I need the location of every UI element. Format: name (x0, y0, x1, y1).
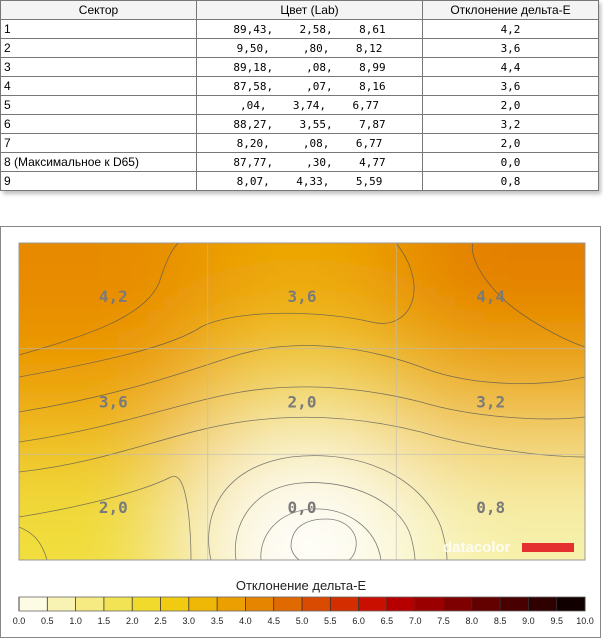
scale-title: Отклонение дельта-E (235, 578, 367, 593)
scale-tick-label: 8.5 (493, 616, 507, 626)
cell-sector: 5 (1, 96, 197, 115)
cell-delta-e: 0,0 (423, 153, 599, 172)
measurement-table-container (0, 0, 598, 191)
scale-tick-label: 4.0 (239, 616, 252, 626)
scale-tick-label: 0.0 (12, 616, 26, 626)
table-row (1, 20, 599, 39)
cell-lab: 8,20, ,08, 6,77 (197, 134, 423, 153)
heatmap-cell-label: 3,6 (287, 286, 317, 306)
heatmap-cell (396, 227, 586, 244)
scale-segment (302, 597, 330, 611)
heatmap-cell (1, 454, 20, 561)
cell-delta-e: 3,6 (423, 39, 599, 58)
scale-segment (387, 597, 415, 611)
heatmap-cell-label: 3,2 (476, 392, 506, 412)
table-row (1, 115, 599, 134)
column-header-delta-e: Отклонение дельта-E (423, 1, 599, 20)
heatmap-cell (585, 349, 602, 456)
scale-tick-label: 7.0 (408, 616, 422, 626)
table-row (1, 153, 599, 172)
cell-lab: 89,18, ,08, 8,99 (197, 58, 423, 77)
scale-tick-label: 7.5 (437, 616, 450, 626)
column-header-sector: Сектор (1, 1, 197, 20)
heatmap-cell (585, 243, 602, 350)
cell-lab: 87,58, ,07, 8,16 (197, 77, 423, 96)
cell-delta-e: 3,6 (423, 77, 599, 96)
cell-sector: 3 (1, 58, 197, 77)
scale-tick-label: 1.0 (69, 616, 82, 626)
scale-segment (217, 597, 245, 611)
scale-segment (359, 597, 387, 611)
cell-delta-e: 4,2 (423, 20, 599, 39)
table-row (1, 39, 599, 58)
scale-segment (415, 597, 443, 611)
scale-segment (161, 597, 189, 611)
heatmap-cell (208, 227, 398, 244)
scale-segment (528, 597, 556, 611)
cell-lab: 89,43, 2,58, 8,61 (197, 20, 423, 39)
cell-lab: ,04, 3,74, 6,77 (197, 96, 423, 115)
scale-tick-label: 9.0 (522, 616, 535, 626)
cell-delta-e: 2,0 (423, 134, 599, 153)
column-header-lab: Цвет (Lab) (197, 1, 423, 20)
scale-tick-label: 6.0 (352, 616, 365, 626)
table-row (1, 58, 599, 77)
scale-tick-label: 9.5 (550, 616, 563, 626)
scale-segment (245, 597, 273, 611)
heatmap-cell-label: 0,0 (287, 498, 317, 518)
scale-segment (472, 597, 500, 611)
measurement-table (0, 0, 599, 191)
heatmap-cell-label: 0,8 (476, 498, 506, 518)
cell-sector: 2 (1, 39, 197, 58)
scale-tick-label: 1.5 (97, 616, 111, 626)
delta-e-chart-panel (0, 226, 601, 638)
heatmap-cell (585, 227, 602, 244)
cell-lab: 87,77, ,30, 4,77 (197, 153, 423, 172)
table-row (1, 172, 599, 191)
heatmap-minimum-spot (198, 433, 406, 602)
watermark-bar (522, 543, 574, 552)
scale-tick-label: 5.5 (324, 616, 337, 626)
scale-tick-label: 3.0 (182, 616, 196, 626)
heatmap-cell-label: 4,2 (98, 286, 128, 306)
scale-tick-label: 2.5 (154, 616, 167, 626)
scale-segment (189, 597, 217, 611)
scale-segment (330, 597, 358, 611)
scale-segment (132, 597, 160, 611)
scale-tick-label: 4.5 (267, 616, 280, 626)
table-row (1, 134, 599, 153)
scale-tick-label: 10.0 (576, 616, 594, 626)
cell-sector: 6 (1, 115, 197, 134)
heatmap-cell (1, 243, 20, 350)
heatmap-cell (585, 454, 602, 561)
heatmap-cell-label: 2,0 (98, 498, 128, 518)
cell-lab: 88,27, 3,55, 7,87 (197, 115, 423, 134)
heatmap-cell (1, 560, 20, 639)
cell-lab: 8,07, 4,33, 5,59 (197, 172, 423, 191)
heatmap-cell (1, 227, 20, 244)
scale-segment (76, 597, 104, 611)
scale-tick-label: 8.0 (465, 616, 479, 626)
scale-tick-label: 0.5 (41, 616, 54, 626)
cell-sector: 7 (1, 134, 197, 153)
heatmap-cell-label: 3,6 (98, 392, 128, 412)
table-row (1, 96, 599, 115)
scale-segment (104, 597, 132, 611)
cell-delta-e: 4,4 (423, 58, 599, 77)
scale-tick-label: 3.5 (210, 616, 224, 626)
cell-delta-e: 3,2 (423, 115, 599, 134)
heatmap-cell (19, 227, 209, 244)
table-header-row (1, 1, 599, 20)
cell-lab: 9,50, ,80, 8,12 (197, 39, 423, 58)
heatmap-cell-label: 4,4 (476, 286, 506, 306)
scale-tick-label: 6.5 (380, 616, 394, 626)
scale-segment (274, 597, 302, 611)
cell-delta-e: 2,0 (423, 96, 599, 115)
cell-sector: 9 (1, 172, 197, 191)
scale-segment (19, 597, 47, 611)
scale-segment (444, 597, 472, 611)
heatmap-cell (1, 349, 20, 456)
cell-sector: 1 (1, 20, 197, 39)
scale-tick-label: 2.0 (125, 616, 139, 626)
datacolor-watermark: datacolor (443, 539, 511, 556)
table-row (1, 77, 599, 96)
heatmap-cell (585, 560, 602, 639)
cell-sector: 8 (Максимальное к D65) (1, 153, 197, 172)
cell-delta-e: 0,8 (423, 172, 599, 191)
heatmap-cell-label: 2,0 (287, 392, 317, 412)
scale-segment (557, 597, 585, 611)
delta-e-heatmap (1, 227, 602, 639)
scale-segment (500, 597, 528, 611)
cell-sector: 4 (1, 77, 197, 96)
scale-segment (47, 597, 75, 611)
scale-tick-label: 5.0 (295, 616, 309, 626)
